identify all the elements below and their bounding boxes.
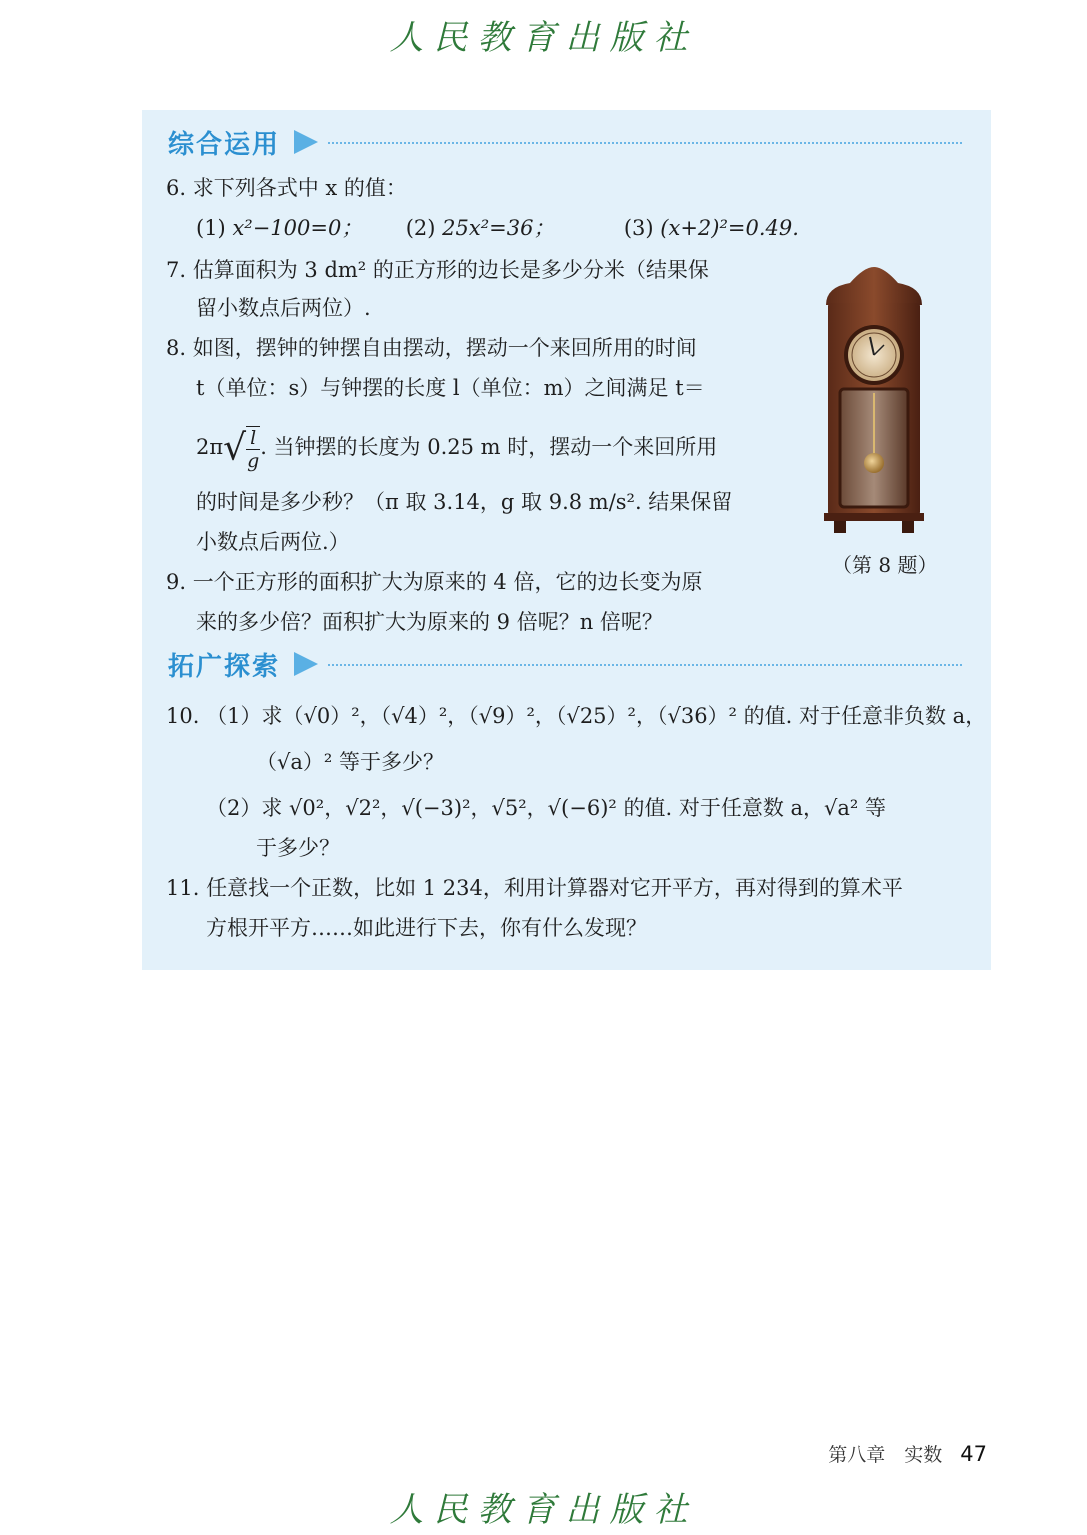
question-6-parts: (1) x²−100=0； (2) 25x²=36； (3) (x+2)²=0.49.	[196, 216, 799, 240]
publisher-logo-bottom: 人民教育出版社	[389, 1490, 698, 1530]
section-heading-explore	[168, 644, 318, 684]
question-7-line-1: 7. 估算面积为 3 dm² 的正方形的边长是多少分米（结果保	[166, 258, 709, 282]
page-footer	[828, 1440, 987, 1467]
question-7-line-2: 留小数点后两位）.	[196, 296, 371, 320]
question-10-part-1-line-2: （√a）² 等于多少？	[256, 750, 444, 774]
section-divider	[328, 142, 962, 144]
publisher-logo-top: 人民教育出版社	[389, 18, 698, 58]
section-title: 拓广探索	[168, 651, 281, 682]
question-8-line-5: 小数点后两位.）	[196, 530, 350, 554]
pendulum-clock-illustration	[820, 265, 928, 535]
question-8-line-1: 8. 如图，摆钟的钟摆自由摆动，摆动一个来回所用的时间	[166, 336, 697, 360]
question-11-line-1: 11. 任意找一个正数，比如 1 234，利用计算器对它开平方，再对得到的算术平	[166, 876, 903, 900]
page-number: 47	[960, 1442, 987, 1466]
radical-sign-icon: √	[223, 427, 247, 469]
section-arrow-icon	[294, 130, 318, 154]
question-10-part-2-line-1: （2）求 √0²，√2²，√(−3)²，√5²，√(−6)² 的值. 对于任意数 a，√a² 等	[206, 796, 887, 820]
question-8-formula-line: 2π√ $\frac{l}{g}$ . 当钟摆的长度为 0.25 m 时，摆动一个来回所用	[196, 426, 718, 472]
question-10-part-2-line-2: 于多少？	[256, 836, 340, 860]
exercise-panel	[142, 110, 991, 970]
question-9-line-2: 来的多少倍？面积扩大为原来的 9 倍呢？n 倍呢？	[196, 610, 663, 634]
question-6: 6. 求下列各式中 x 的值：	[166, 176, 407, 200]
section-arrow-icon	[294, 652, 318, 676]
section-divider	[328, 664, 962, 666]
question-11-line-2: 方根开平方……如此进行下去，你有什么发现？	[206, 916, 647, 940]
chapter-title: 第八章 实数	[828, 1444, 943, 1466]
figure-caption: （第 8 题）	[832, 553, 938, 577]
question-8-line-2: t（单位：s）与钟摆的长度 l（单位：m）之间满足 t＝	[196, 376, 705, 400]
question-9-line-1: 9. 一个正方形的面积扩大为原来的 4 倍，它的边长变为原	[166, 570, 703, 594]
length-over-gravity-fraction: $\frac{l}{g}$	[247, 426, 260, 472]
section-heading-comprehensive	[168, 122, 318, 162]
question-8-line-4: 的时间是多少秒？（π 取 3.14，g 取 9.8 m/s². 结果保留	[196, 490, 733, 514]
section-title: 综合运用	[168, 129, 281, 160]
question-10-part-1-line-1: 10. （1）求（√0）²，（√4）²，（√9）²，（√25）²，（√36）² 的值. 对于任意非负数 a，	[166, 704, 987, 728]
